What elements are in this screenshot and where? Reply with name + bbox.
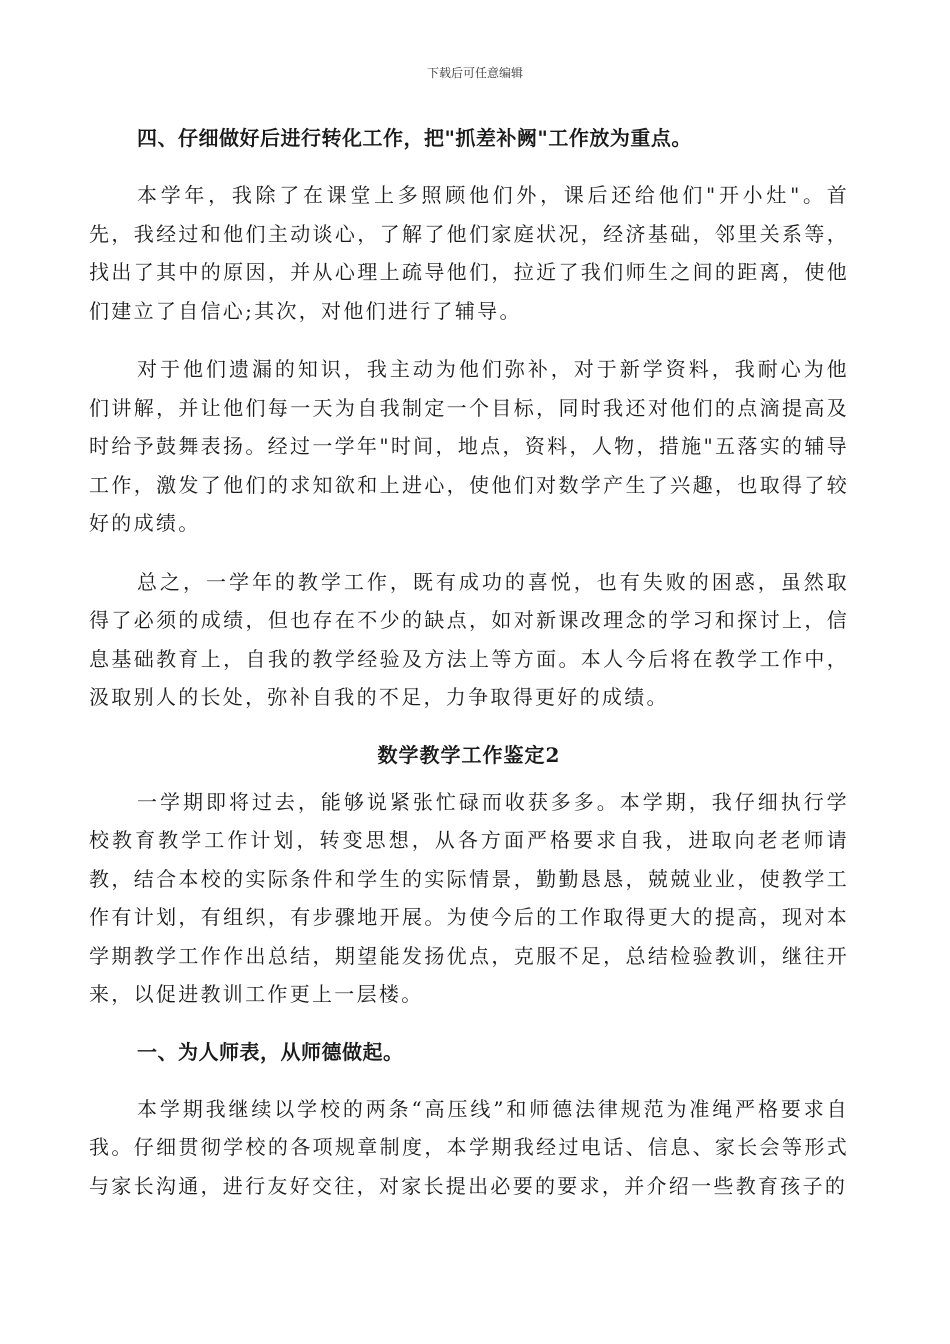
section-heading-1: 一、为人师表，从师德做起。 (137, 1039, 404, 1064)
header-note: 下载后可任意编辑 (426, 66, 523, 80)
paragraph: 对于他们遗漏的知识，我主动为他们弥补，对于新学资料，我耐心为他们讲解，并让他们每一天为自我制定一个目标，同时我还对他们的点滴提高及时给予鼓舞表扬。经过一学年"时间，地点，资料，人物，措施"五落实的辅导工作，激发了他们的求知欲和上进心，使他们对数学产生了兴趣，也取得了较好的成绩。 (89, 357, 849, 535)
paragraph: 本学年，我除了在课堂上多照顾他们外，课后还给他们"开小灶"。首先，我经过和他们主动谈心，了解了他们家庭状况，经济基础，邻里关系等，找出了其中的原因，并从心理上疏导他们，拉近了我们师生之间的距离，使他们建立了自信心;其次，对他们进行了辅导。 (89, 183, 849, 323)
paragraph: 本学期我继续以学校的两条“高压线”和师德法律规范为准绳严格要求自我。仔细贯彻学校的各项规章制度，本学期我经过电话、信息、家长会等形式与家长沟通，进行友好交往，对家长提出必要的要求，并介绍一些教育孩子的 (89, 1096, 849, 1198)
document-body (89, 120, 849, 1225)
section-heading-4: 四、仔细做好后进行转化工作，把"抓差补阙"工作放为重点。 (137, 126, 692, 150)
section-title: 数学教学工作鉴定2 (377, 742, 561, 767)
paragraph: 总之，一学年的教学工作，既有成功的喜悦，也有失败的困惑，虽然取得了必须的成绩，但也存在不少的缺点，如对新课改理念的学习和探讨上，信息基础教育上，自我的教学经验及方法上等方面。本人今后将在教学工作中，汲取别人的长处，弥补自我的不足，力争取得更好的成绩。 (89, 569, 849, 709)
paragraph: 一学期即将过去，能够说紧张忙碌而收获多多。本学期，我仔细执行学校教育教学工作计划，转变思想，从各方面严格要求自我，进取向老老师请教，结合本校的实际条件和学生的实际情景，勤勤恳恳，兢兢业业，使教学工作有计划，有组织，有步骤地开展。为使今后的工作取得更大的提高，现对本学期教学工作作出总结，期望能发扬优点，克服不足，总结检验教训，继往开来，以促进教训工作更上一层楼。 (89, 789, 849, 1006)
